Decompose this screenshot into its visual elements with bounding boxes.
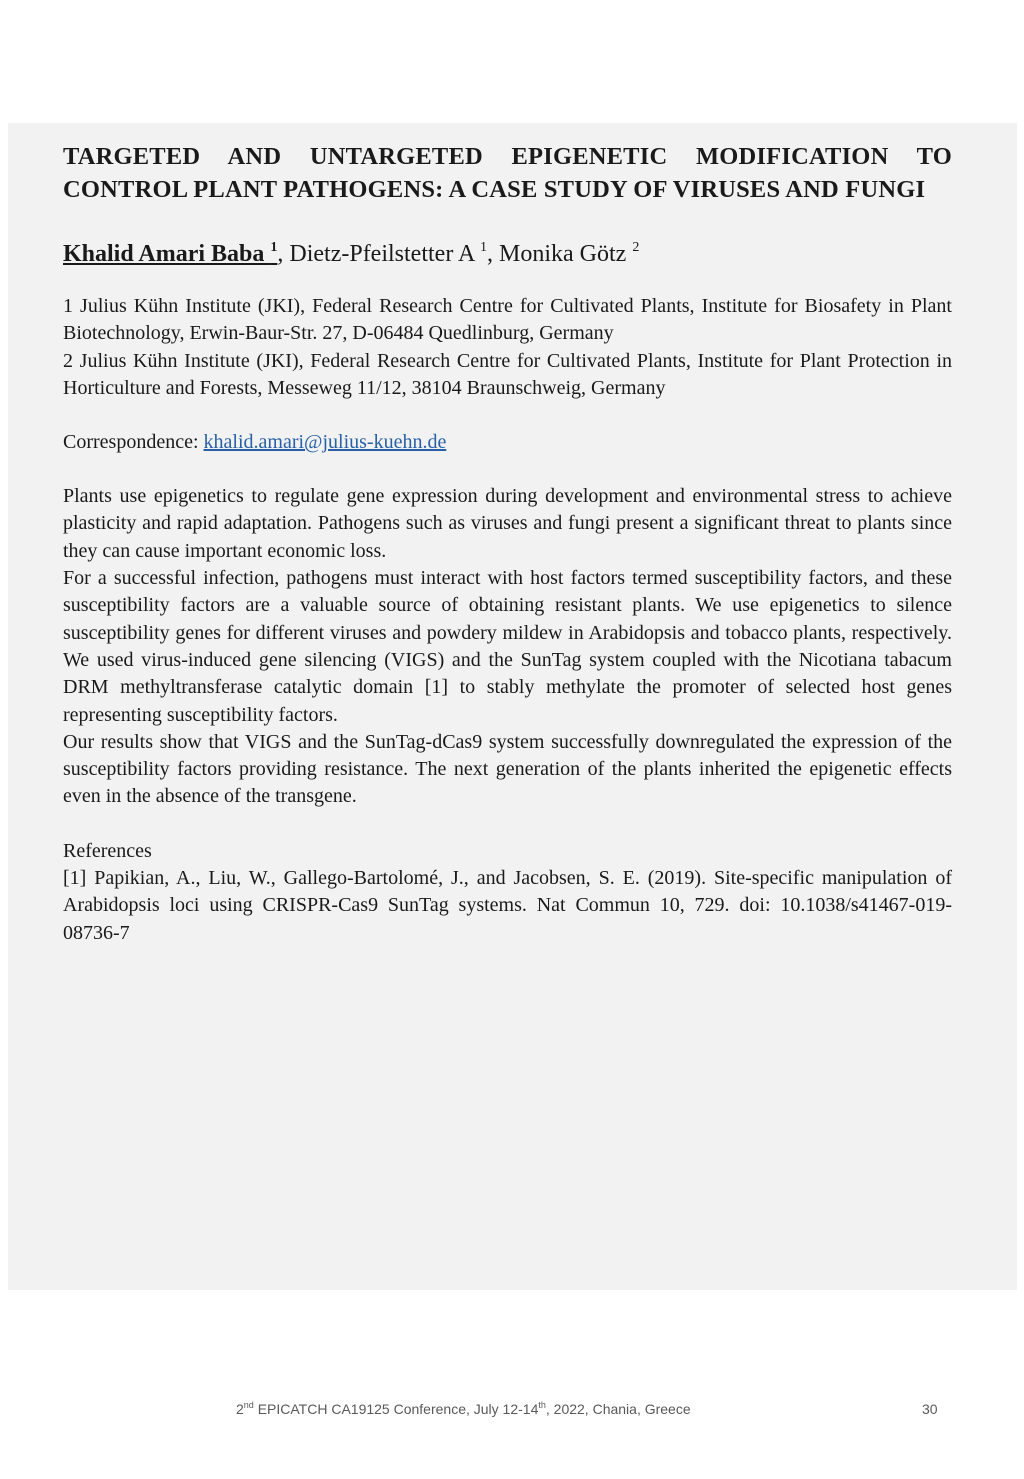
author-3: , Monika Götz — [487, 241, 633, 267]
affiliation-2: 2 Julius Kühn Institute (JKI), Federal Research Centre for Cultivated Plants, Institute for Plant Protection in Horticulture and Forests, Messeweg 11/12, 38104 Braunschweig, Germany — [63, 349, 952, 399]
references-heading: References — [63, 839, 152, 862]
abstract-content — [63, 141, 952, 947]
paper-title: TARGETED AND UNTARGETED EPIGENETIC MODIFICATION TO CONTROL PLANT PATHOGENS: A CASE STUDY OF VIRUSES AND FUNGI — [63, 143, 952, 203]
references — [63, 838, 952, 947]
author-list — [63, 239, 952, 269]
main-author-affiliation: 1 — [270, 240, 278, 255]
abstract-paragraph-3: Our results show that VIGS and the SunTag-dCas9 system successfully downregulated the expression of the susceptibility factors providing resistance. The next generation of the plants inherited the epigenetic effects even in the absence of the transgene. — [63, 730, 952, 808]
author-3-affiliation: 2 — [632, 240, 640, 255]
conference-info: 2nd EPICATCH CA19125 Conference, July 12-14th, 2022, Chania, Greece — [236, 1400, 691, 1417]
correspondence-label: Correspondence: — [63, 431, 204, 454]
affiliations — [63, 293, 952, 402]
correspondence — [63, 429, 952, 456]
page-number: 30 — [922, 1401, 938, 1417]
abstract-paragraph-1: Plants use epigenetics to regulate gene expression during development and environmental stress to achieve plasticity and rapid adaptation. Pathogens such as viruses and fungi present a significant threat to plants since they can cause important economic loss. — [63, 485, 952, 562]
reference-item-1: [1] Papikian, A., Liu, W., Gallego-Bartolomé, J., and Jacobsen, S. E. (2019). Site-specific manipulation of Arabidopsis loci using CRISPR-Cas9 SunTag systems. Nat Commun 10, 729. doi: 10.1038/s41467-019-08736-7 — [63, 867, 952, 944]
affiliation-1: 1 Julius Kühn Institute (JKI), Federal Research Centre for Cultivated Plants, Institute for Biosafety in Plant Biotechnology, Erwin-Baur-Str. 27, D-06484 Quedlinburg, Germany — [63, 295, 952, 345]
abstract-paragraph-2: For a successful infection, pathogens must interact with host factors termed susceptibility factors, and these susceptibility factors are a valuable source of obtaining resistant plants. We use epigenetics to silence susceptibility genes for different viruses and powdery mildew in Arabidopsis and tobacco plants, respectively. We used virus-induced gene silencing (VIGS) and the SunTag system coupled with the Nicotiana tabacum DRM methyltransferase catalytic domain [1] to stably methylate the promoter of selected host genes representing susceptibility factors. — [63, 567, 952, 726]
main-author: Khalid Amari Baba $^1$ — [63, 240, 278, 267]
author-2: , Dietz-Pfeilstetter A — [277, 241, 480, 267]
abstract-body — [63, 483, 952, 811]
correspondence-email-link[interactable]: khalid.amari@julius-kuehn.de — [203, 431, 447, 454]
author-2-affiliation: 1 — [480, 240, 487, 255]
